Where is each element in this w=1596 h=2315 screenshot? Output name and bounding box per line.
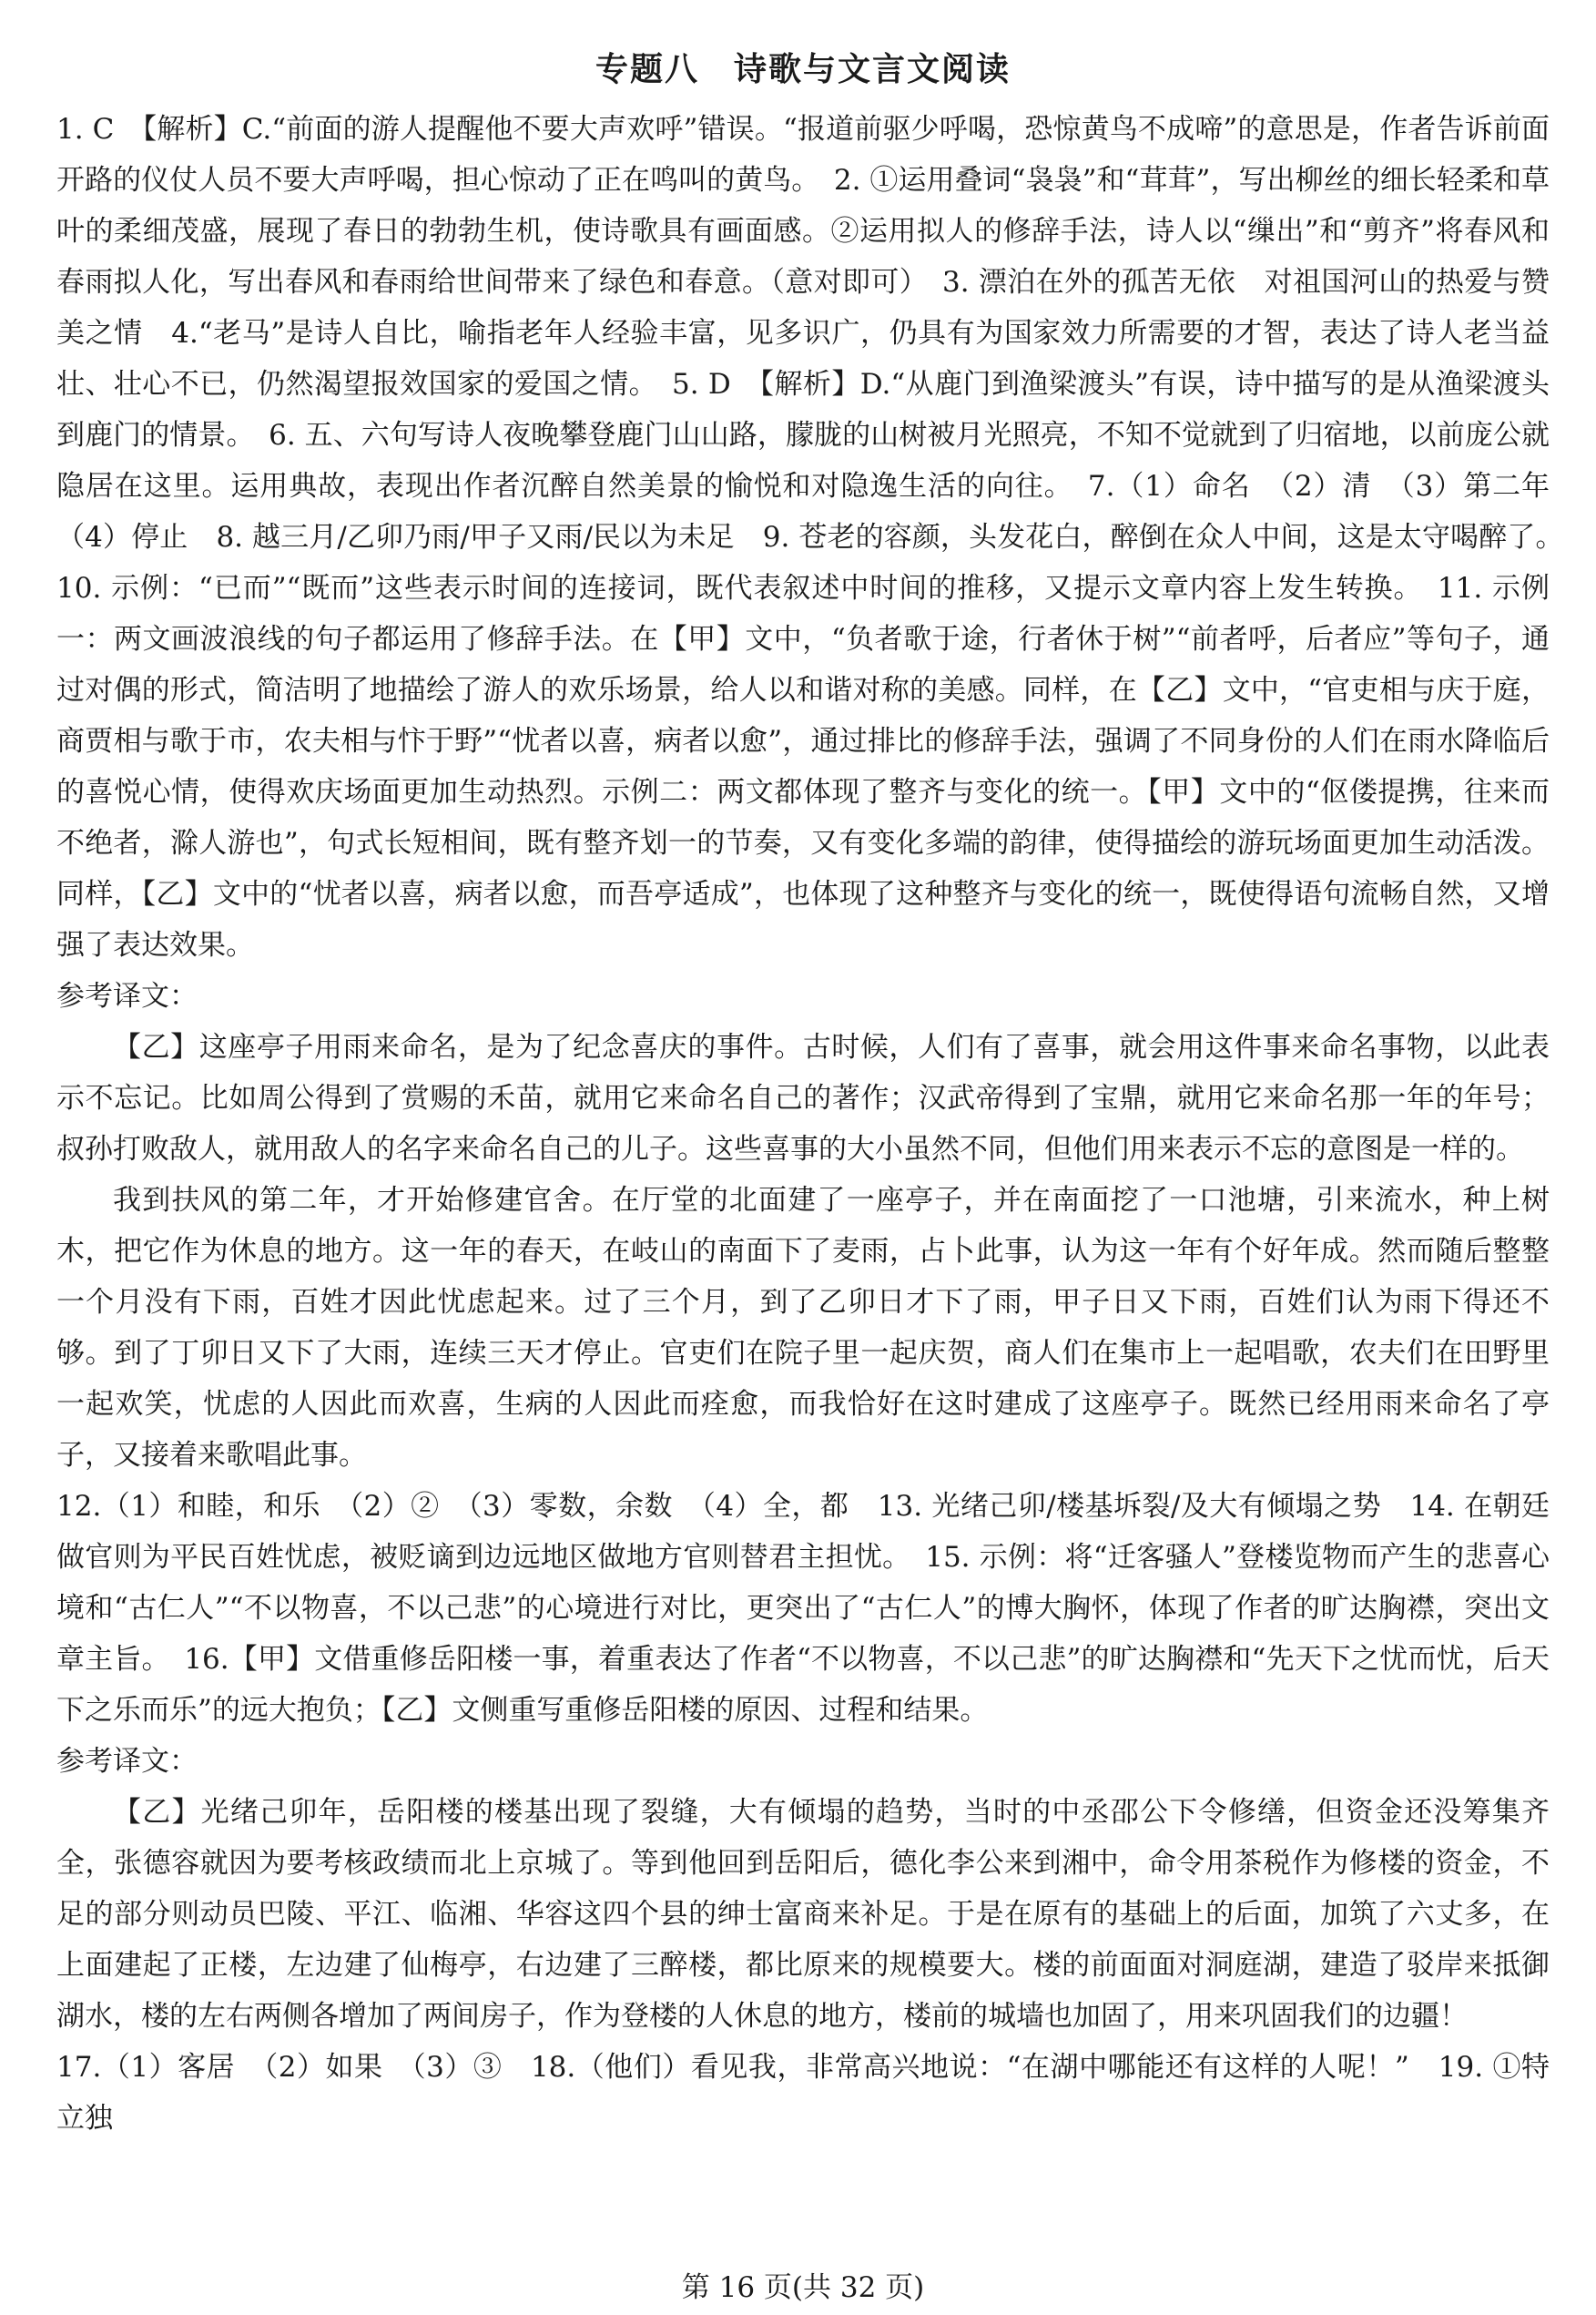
answer-page	[56, 46, 1578, 2304]
translation-yi-1-para-2: 我到扶风的第二年，才开始修建官舍。在厅堂的北面建了一座亭子，并在南面挖了一口池塘，引来流水，种上树木，把它作为休息的地方。这一年的春天，在岐山的南面下了麦雨，占卜此事，认为这一年有个好年成。然而随后整整一个月没有下雨，百姓才因此忧虑起来。过了三个月，到了乙卯日才下了雨，甲子日又下雨，百姓们认为雨下得还不够。到了丁卯日又下了大雨，连续三天才停止。官吏们在院子里一起庆贺，商人们在集市上一起唱歌，农夫们在田野里一起欢笑，忧虑的人因此而欢喜，生病的人因此而痊愈，而我恰好在这时建成了这座亭子。既然已经用雨来命名了亭子，又接着来歌唱此事。	[56, 1184, 1550, 1472]
answers-12-to-16: 12.（1）和睦，和乐 （2）② （3）零数，余数 （4）全，都 13. 光绪己卯/楼基坼裂/及大有倾塌之势 14. 在朝廷做官则为平民百姓忧虑，被贬谪到边远地区做地方官则替君主担忧。 15. 示例：将“迁客骚人”登楼览物而产生的悲喜心境和“古仁人”“不以物喜，不以己悲”的心境进行对比，更突出了“古仁人”的博大胸怀，体现了作者的旷达胸襟，突出文章主旨。 16.【甲】文借重修岳阳楼一事，着重表达了作者“不以物喜，不以己悲”的旷达胸襟和“先天下之忧而忧，后天下之乐而乐”的远大抱负；【乙】文侧重写重修岳阳楼的原因、过程和结果。	[56, 1490, 1550, 1727]
section-title: 专题八 诗歌与文言文阅读	[595, 51, 1011, 88]
page-number: 第 16 页(共 32 页)	[681, 2271, 925, 2304]
translation-yi-2: 【乙】光绪己卯年，岳阳楼的楼基出现了裂缝，大有倾塌的趋势，当时的中丞邵公下令修缮，但资金还没筹集齐全，张德容就因为要考核政绩而北上京城了。等到他回到岳阳后，德化李公来到湘中，命令用茶税作为修楼的资金，不足的部分则动员巴陵、平江、临湘、华容这四个县的绅士富商来补足。于是在原有的基础上的后面，加筑了六丈多，在上面建起了正楼，左边建了仙梅亭，右边建了三醉楼，都比原来的规模要大。楼的前面面对洞庭湖，建造了驳岸来抵御湖水，楼的左右两侧各增加了两间房子，作为登楼的人休息的地方，楼前的城墙也加固了，用来巩固我们的边疆！	[56, 1796, 1550, 2033]
translation-label-1: 参考译文：	[56, 980, 198, 1013]
translation-yi-1-para-1: 【乙】这座亭子用雨来命名，是为了纪念喜庆的事件。古时候，人们有了喜事，就会用这件事来命名事物，以此表示不忘记。比如周公得到了赏赐的禾苗，就用它来命名自己的著作；汉武帝得到了宝鼎，就用它来命名那一年的年号；叔孙打败敌人，就用敌人的名字来命名自己的儿子。这些喜事的大小虽然不同，但他们用来表示不忘的意图是一样的。	[56, 1031, 1550, 1166]
answers-17-to-19: 17.（1）客居 （2）如果 （3）③ 18.（他们）看见我，非常高兴地说：“在湖中哪能还有这样的人呢！” 19. ①特立独	[56, 2051, 1550, 2135]
translation-label-2: 参考译文：	[56, 1745, 198, 1778]
answers-1-to-11: 1. C 【解析】C.“前面的游人提醒他不要大声欢呼”错误。“报道前驱少呼喝，恐惊黄鸟不成啼”的意思是，作者告诉前面开路的仪仗人员不要大声呼喝，担心惊动了正在鸣叫的黄鸟。 2. ①运用叠词“袅袅”和“茸茸”，写出柳丝的细长轻柔和草叶的柔细茂盛，展现了春日的勃勃生机，使诗歌具有画面感。②运用拟人的修辞手法，诗人以“缫出”和“剪齐”将春风和春雨拟人化，写出春风和春雨给世间带来了绿色和春意。（意对即可） 3. 漂泊在外的孤苦无依 对祖国河山的热爱与赞美之情 4.“老马”是诗人自比，喻指老年人经验丰富，见多识广，仍具有为国家效力所需要的才智，表达了诗人老当益壮、壮心不已，仍然渴望报效国家的爱国之情。 5. D 【解析】D.“从鹿门到渔梁渡头”有误，诗中描写的是从渔梁渡头到鹿门的情景。 6. 五、六句写诗人夜晚攀登鹿门山山路，朦胧的山树被月光照亮，不知不觉就到了归宿地，以前庞公就隐居在这里。运用典故，表现出作者沉醉自然美景的愉悦和对隐逸生活的向往。 7.（1）命名 （2）清 （3）第二年 （4）停止 8. 越三月/乙卯乃雨/甲子又雨/民以为未足 9. 苍老的容颜，头发花白，醉倒在众人中间，这是太守喝醉了。 10. 示例：“已而”“既而”这些表示时间的连接词，既代表叙述中时间的推移，又提示文章内容上发生转换。 11. 示例一：两文画波浪线的句子都运用了修辞手法。在【甲】文中，“负者歌于途，行者休于树”“前者呼，后者应”等句子，通过对偶的形式，简洁明了地描绘了游人的欢乐场景，给人以和谐对称的美感。同样，在【乙】文中，“官吏相与庆于庭，商贾相与歌于市，农夫相与忭于野”“忧者以喜，病者以愈”，通过排比的修辞手法，强调了不同身份的人们在雨水降临后的喜悦心情，使得欢庆场面更加生动热烈。示例二：两文都体现了整齐与变化的统一。【甲】文中的“伛偻提携，往来而不绝者，滁人游也”，句式长短相间，既有整齐划一的节奏，又有变化多端的韵律，使得描绘的游玩场面更加生动活泼。同样，【乙】文中的“忧者以喜，病者以愈，而吾亭适成”，也体现了这种整齐与变化的统一，既使得语句流畅自然，又增强了表达效果。	[56, 113, 1578, 962]
